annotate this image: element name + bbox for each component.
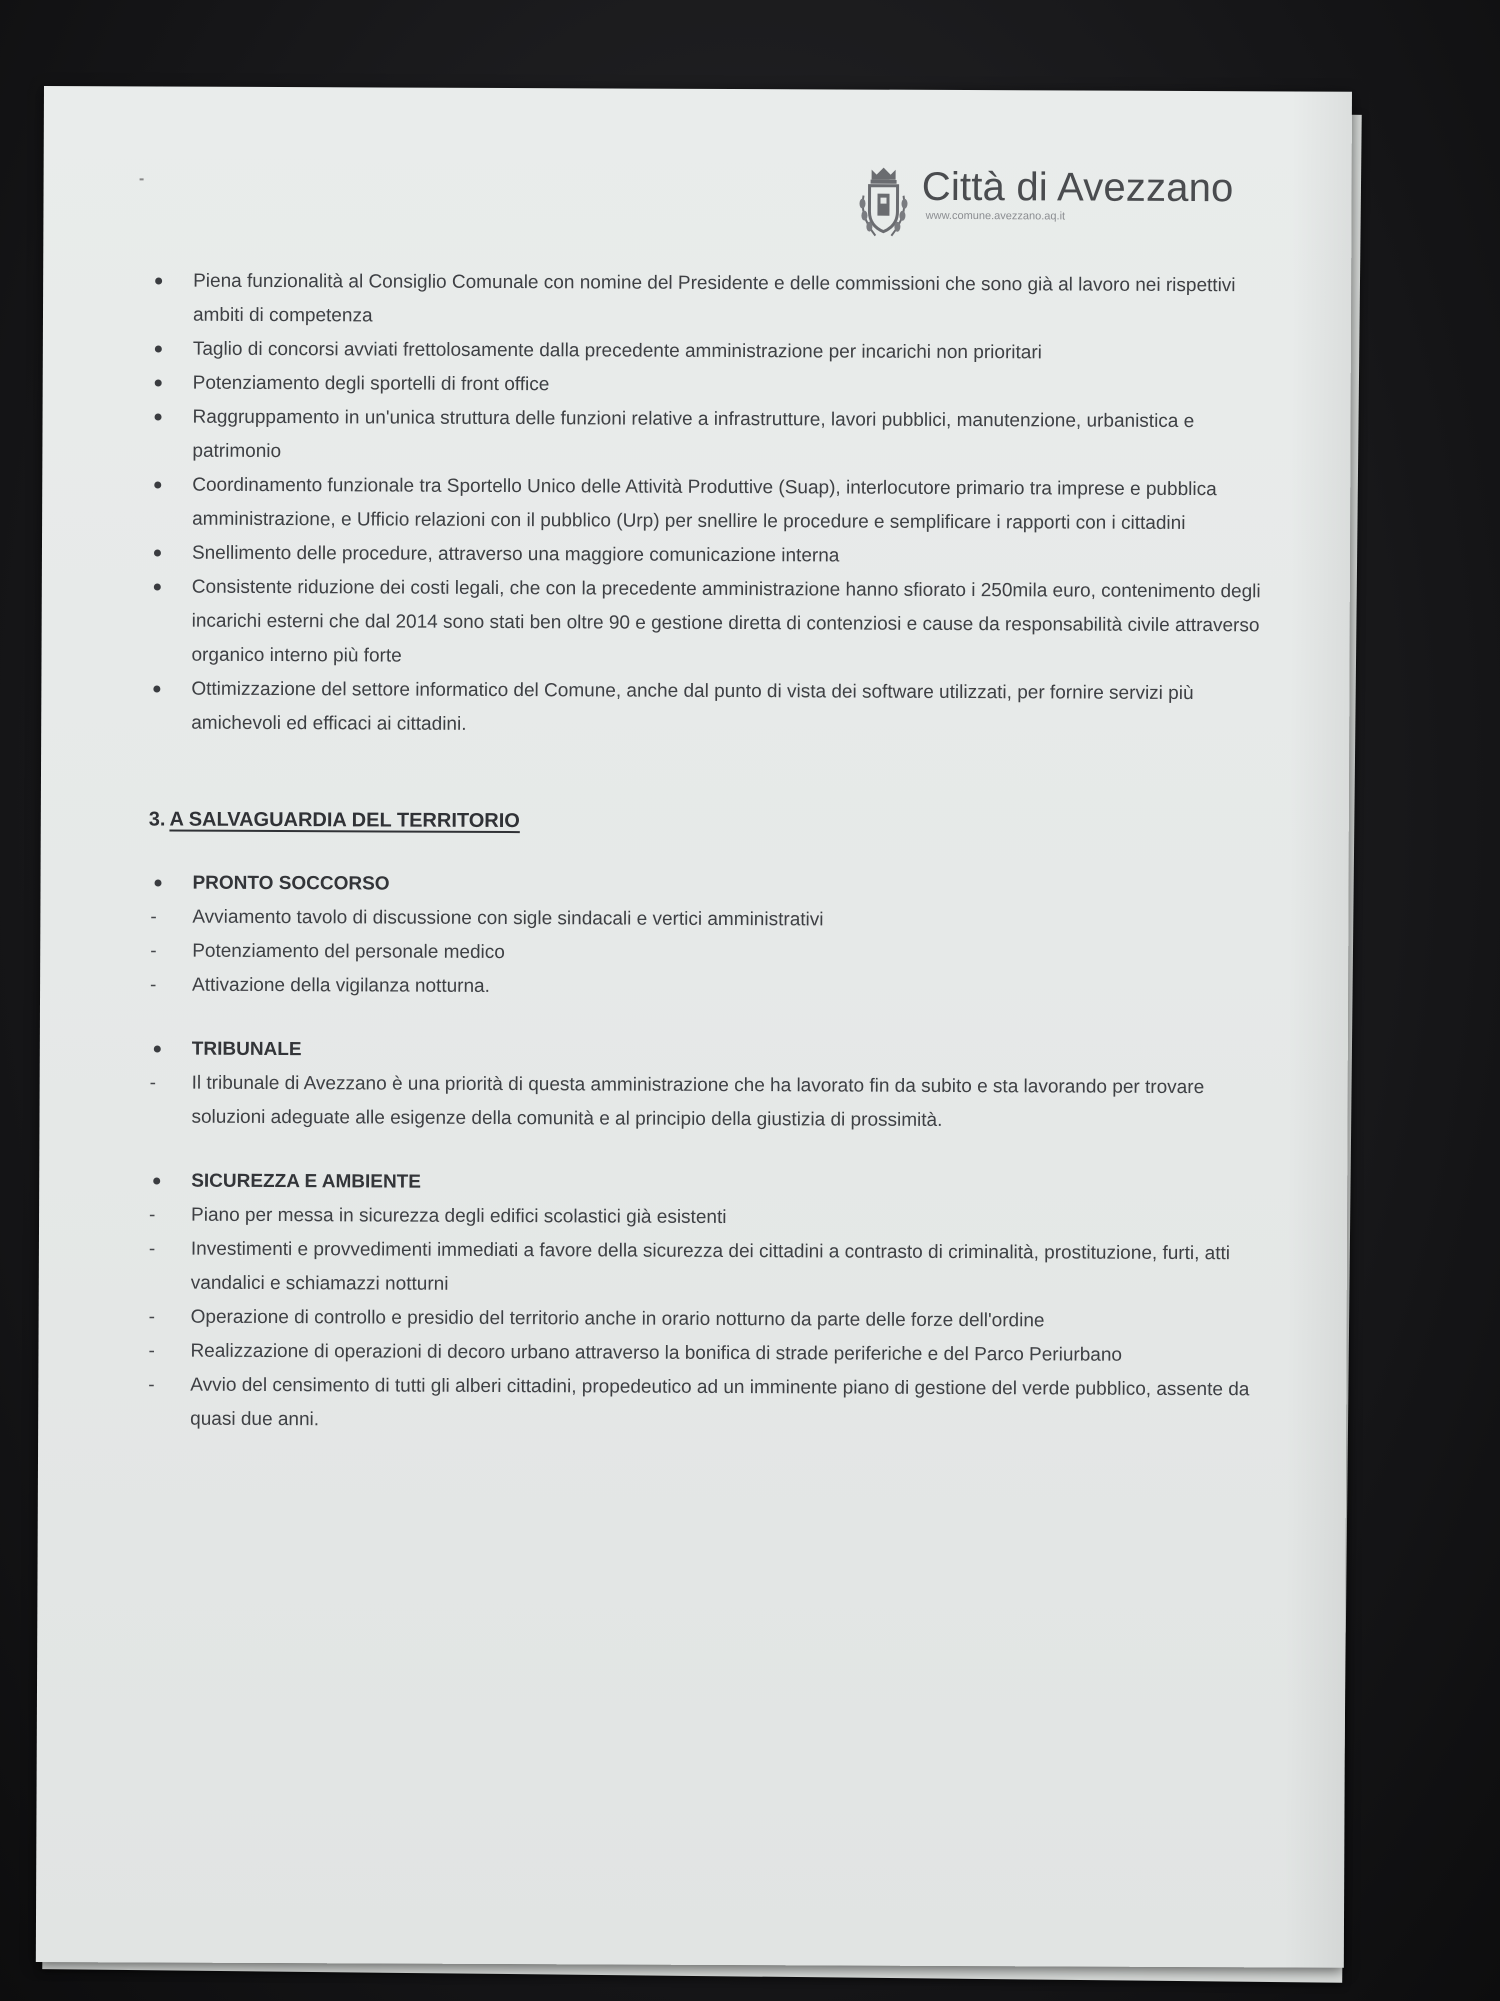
measures-list — [149, 264, 1273, 745]
section-title: A SALVAGUARDIA DEL TERRITORIO — [169, 808, 520, 833]
list-item: Piena funzionalità al Consiglio Comunale con nomine del Presidente e delle commissioni che sono già al lavoro nei rispettivi ambiti di competenza — [151, 264, 1273, 337]
sicurezza-list — [146, 1198, 1269, 1441]
list-item: Ottimizzazione del settore informatico del Comune, anche dal punto di vista dei software utilizzati, per fornire servizi più amichevoli ed efficaci ai cittadini. — [149, 672, 1271, 745]
list-item: Taglio di concorsi avviati frettolosamente dalla precedente amministrazione per incarichi non prioritari — [151, 332, 1273, 371]
website-url: www.comune.avezzano.aq.it — [925, 209, 1066, 223]
section-number: 3. — [148, 808, 166, 831]
list-item: - Investimenti e provvedimenti immediati a favore della sicurezza dei cittadini a contrasto di criminalità, prostituzione, furti, atti vandalici e schiamazzi notturni — [147, 1232, 1269, 1305]
list-item: Consistente riduzione dei costi legali, che con la precedente amministrazione hanno sfiorato i 250mila euro, contenimento degli incarichi esterni che dal 2014 sono stati ben oltre 90 e gestione diretta di contenziosi e cause da responsabilità civile attraverso organico interno più forte — [149, 570, 1271, 677]
tribunale-list — [147, 1066, 1269, 1139]
list-item: Coordinamento funzionale tra Sportello Unico delle Attività Produttive (Suap), interlocutore primario tra imprese e pubblica amministrazione, e Ufficio relazioni con il pubblico (Urp) per snellire le procedure e semplificare i rapporti con i cittadini — [150, 468, 1272, 541]
list-item: Potenziamento degli sportelli di front office — [151, 366, 1273, 405]
pronto-soccorso-list — [148, 900, 1270, 1007]
list-item: - Il tribunale di Avezzano è una priorità di questa amministrazione che ha lavorato fin da subito e sta lavorando per trovare soluzioni adeguate alle esigenze della comunità e al principio della giustizia di prossimità. — [147, 1066, 1269, 1139]
subsection-heading: SICUREZZA E AMBIENTE — [147, 1164, 1269, 1203]
list-item: Snellimento delle procedure, attraverso una maggiore comunicazione interna — [150, 536, 1272, 575]
subsection-heading: PRONTO SOCCORSO — [148, 866, 1270, 905]
sicurezza-block — [146, 1164, 1269, 1441]
list-item: Raggruppamento in un'unica struttura delle funzioni relative a infrastrutture, lavori pubblici, manutenzione, urbanistica e patrimonio — [150, 400, 1272, 473]
list-item: - Operazione di controllo e presidio del territorio anche in orario notturno da parte delle forze dell'ordine — [147, 1300, 1269, 1339]
document-page — [36, 86, 1352, 1968]
list-item: - Attivazione della vigilanza notturna. — [148, 968, 1270, 1007]
coat-of-arms-icon — [856, 166, 912, 242]
brand-block — [922, 164, 1234, 223]
page-mark — [140, 178, 144, 180]
pronto-soccorso-block — [148, 866, 1271, 1007]
list-item: - Potenziamento del personale medico — [148, 934, 1270, 973]
subsection-heading: TRIBUNALE — [148, 1032, 1270, 1071]
letterhead — [856, 164, 1234, 244]
list-item: - Avviamento tavolo di discussione con sigle sindacali e vertici amministrativi — [148, 900, 1270, 939]
list-item: - Realizzazione di operazioni di decoro urbano attraverso la bonifica di strade periferiche e del Parco Periurbano — [146, 1334, 1268, 1373]
list-item: - Piano per messa in sicurezza degli edifici scolastici già esistenti — [147, 1198, 1269, 1237]
section-heading — [149, 802, 1271, 841]
tribunale-block — [147, 1032, 1269, 1139]
list-item: - Avvio del censimento di tutti gli alberi cittadini, propedeutico ad un imminente piano di gestione del verde pubblico, assente da quasi due anni. — [146, 1368, 1268, 1441]
city-name: Città di Avezzano — [921, 164, 1234, 211]
document-body — [146, 264, 1273, 1441]
